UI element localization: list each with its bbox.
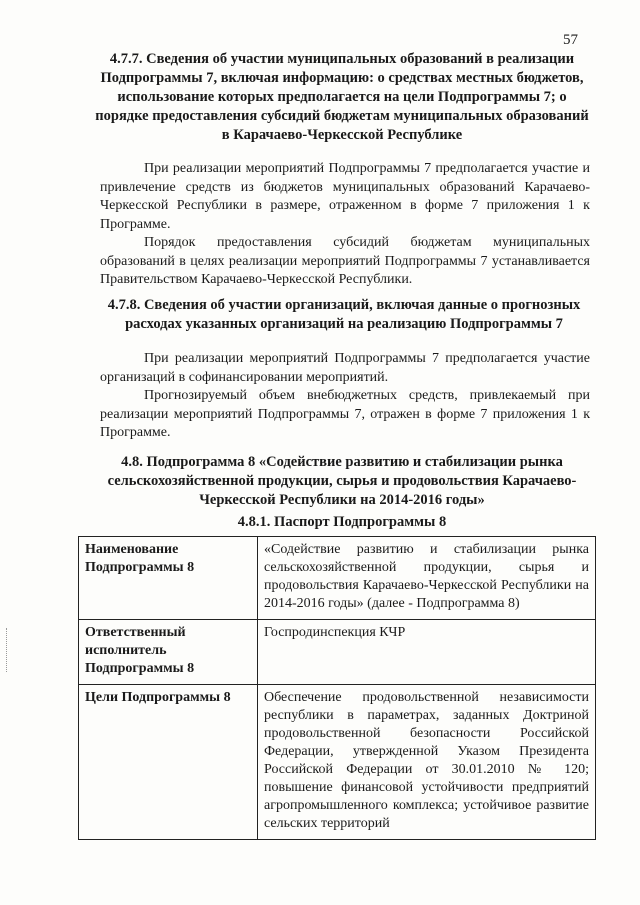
- section-4-7-7-paragraph-2: Порядок предоставления субсидий бюджетам муниципальных образований в целях реализации мероприятий Подпрограммы 7 устанавливается Правительством Карачаево-Черкесской Республики.: [100, 235, 590, 287]
- section-4-7-8-paragraph-2: Прогнозируемый объем внебюджетных средств, привлекаемый при реализации мероприятий Подпрограммы 7, отражен в форме 7 приложения 1 к Программе.: [100, 388, 590, 440]
- page-number: 57: [563, 32, 578, 48]
- table-row: [79, 685, 596, 840]
- section-4-7-7-heading: 4.7.7. Сведения об участии муниципальных образований в реализации Подпрограммы 7, включая информацию: о средствах местных бюджетов, использование которых предполагается на цели Подпрограммы 7; о порядке предоставления субсидий бюджетам муниципальных образований в Карачаево-Черкесской Республике: [95, 51, 589, 143]
- section-4-8-heading: 4.8. Подпрограмма 8 «Содействие развитию и стабилизации рынка сельскохозяйственной продукции, сырья и продовольствия Карачаево-Черкесской Республики на 2014-2016 годы»: [107, 454, 577, 508]
- section-4-7-8-paragraph-1: При реализации мероприятий Подпрограммы 7 предполагается участие организаций в софинансировании мероприятий.: [100, 351, 590, 385]
- passport-table: [78, 536, 596, 840]
- passport-heading: 4.8.1. Паспорт Подпрограммы 8: [237, 514, 447, 530]
- table-cell-label: Цели Подпрограммы 8: [79, 685, 258, 840]
- scan-edge-marks: [6, 628, 10, 672]
- table-cell-value: Госпродинспекция КЧР: [258, 620, 596, 685]
- table-cell-value: Обеспечение продовольственной независимости республики в параметрах, заданных Доктриной продовольственной безопасности Российской Федерации, утвержденной Указом Президента Российской Федерации от 30.01.2010 № 120; повышение финансовой устойчивости предприятий агропромышленного комплекса; устойчивое развитие сельских территорий: [258, 685, 596, 840]
- table-cell-label: Ответственный исполнитель Подпрограммы 8: [79, 620, 258, 685]
- table-cell-value: «Содействие развитию и стабилизации рынка сельскохозяйственной продукции, сырья и продовольствия Карачаево-Черкесской Республики на 2014-2016 годы» (далее - Подпрограмма 8): [258, 537, 596, 620]
- table-row: [79, 620, 596, 685]
- table-cell-label: Наименование Подпрограммы 8: [79, 537, 258, 620]
- section-4-7-8-heading: 4.7.8. Сведения об участии организаций, включая данные о прогнозных расходах указанных организаций на реализацию Подпрограммы 7: [107, 297, 581, 332]
- section-4-7-7-paragraph-1: При реализации мероприятий Подпрограммы 7 предполагается участие и привлечение средств из бюджетов муниципальных образований Карачаево-Черкесской Республики в размере, отраженном в форме 7 приложения 1 к Программе.: [100, 161, 590, 232]
- table-row: [79, 537, 596, 620]
